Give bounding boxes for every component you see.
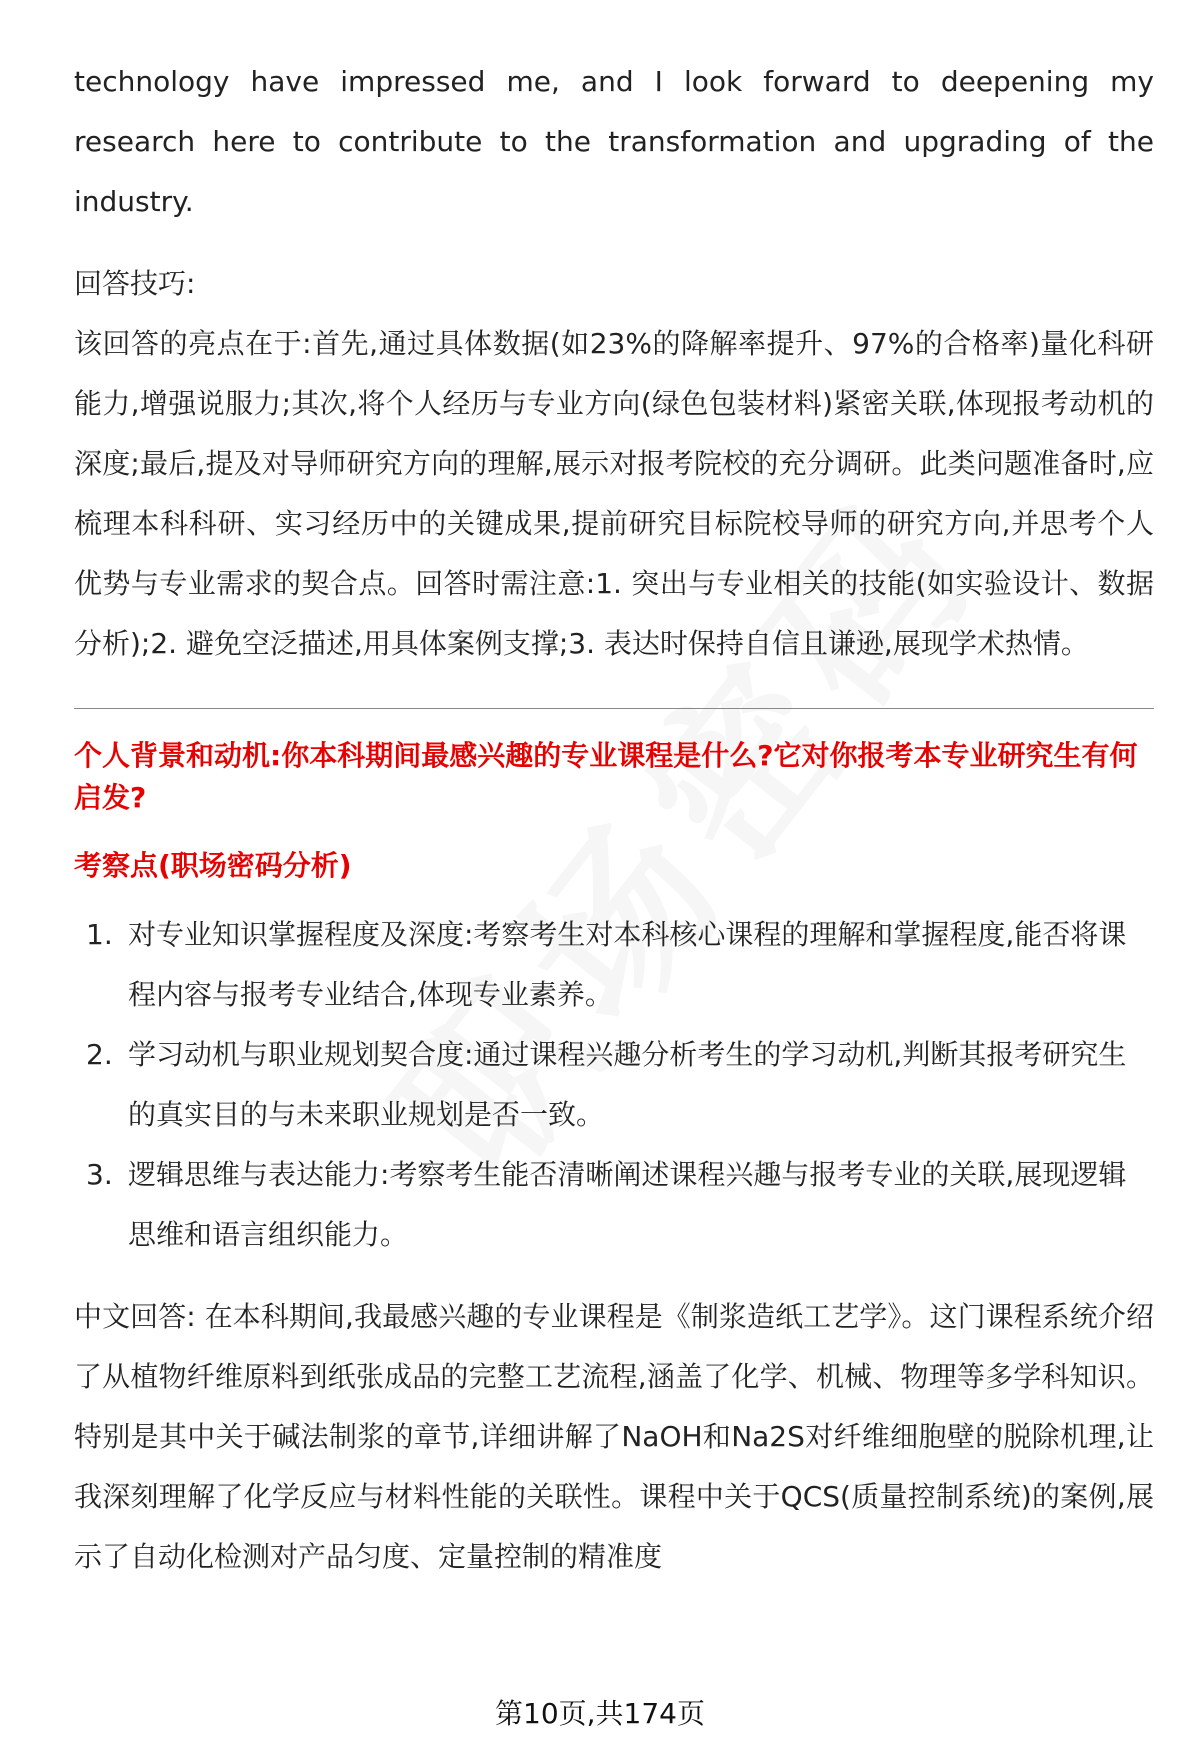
question-heading: 个人背景和动机:你本科期间最感兴趣的专业课程是什么?它对你报考本专业研究生有何启发? bbox=[74, 739, 1138, 814]
answer-paragraph: 中文回答: 在本科期间,我最感兴趣的专业课程是《制浆造纸工艺学》。这门课程系统介绍了从植物纤维原料到纸张成品的完整工艺流程,涵盖了化学、机械、物理等多学科知识。特别是其中关于碱法制浆的章节,详细讲解了NaOH和Na2S对纤维细胞壁的脱除机理,让我深刻理解了化学反应与材料性能的关联性。课程中关于QCS(质量控制系统)的案例,展示了自动化检测对产品匀度、定量控制的精准度 bbox=[74, 1300, 1154, 1573]
analysis-title: 考察点(职场密码分析) bbox=[74, 849, 352, 882]
list-item-number: 2. bbox=[86, 1038, 113, 1071]
intro-paragraph: technology have impressed me, and I look forward to deepening my research here to contribute to the transformation and upgrading of the industry. bbox=[74, 65, 1154, 218]
document-page bbox=[74, 52, 1154, 1587]
list-item bbox=[74, 1145, 1154, 1265]
list-item-number: 3. bbox=[86, 1158, 113, 1191]
analysis-points-list bbox=[74, 905, 1154, 1265]
list-item-text: 学习动机与职业规划契合度:通过课程兴趣分析考生的学习动机,判断其报考研究生的真实目的与未来职业规划是否一致。 bbox=[128, 1038, 1127, 1131]
tips-body: 该回答的亮点在于:首先,通过具体数据(如23%的降解率提升、97%的合格率)量化科研能力,增强说服力;其次,将个人经历与专业方向(绿色包装材料)紧密关联,体现报考动机的深度;最后,提及对导师研究方向的理解,展示对报考院校的充分调研。此类问题准备时,应梳理本科科研、实习经历中的关键成果,提前研究目标院校导师的研究方向,并思考个人优势与专业需求的契合点。回答时需注意:1. 突出与专业相关的技能(如实验设计、数据分析);2. 避免空泛描述,用具体案例支撑;3. 表达时保持自信且谦逊,展现学术热情。 bbox=[74, 327, 1154, 660]
page-number-footer: 第10页,共174页 bbox=[495, 1697, 705, 1730]
tips-heading: 回答技巧: bbox=[74, 267, 196, 300]
list-item-text: 对专业知识掌握程度及深度:考察考生对本科核心课程的理解和掌握程度,能否将课程内容与报考专业结合,体现专业素养。 bbox=[128, 918, 1127, 1011]
list-item bbox=[74, 1025, 1154, 1145]
list-item-number: 1. bbox=[86, 918, 113, 951]
list-item-text: 逻辑思维与表达能力:考察考生能否清晰阐述课程兴趣与报考专业的关联,展现逻辑思维和语言组织能力。 bbox=[128, 1158, 1127, 1251]
section-divider bbox=[74, 708, 1154, 709]
list-item bbox=[74, 905, 1154, 1025]
